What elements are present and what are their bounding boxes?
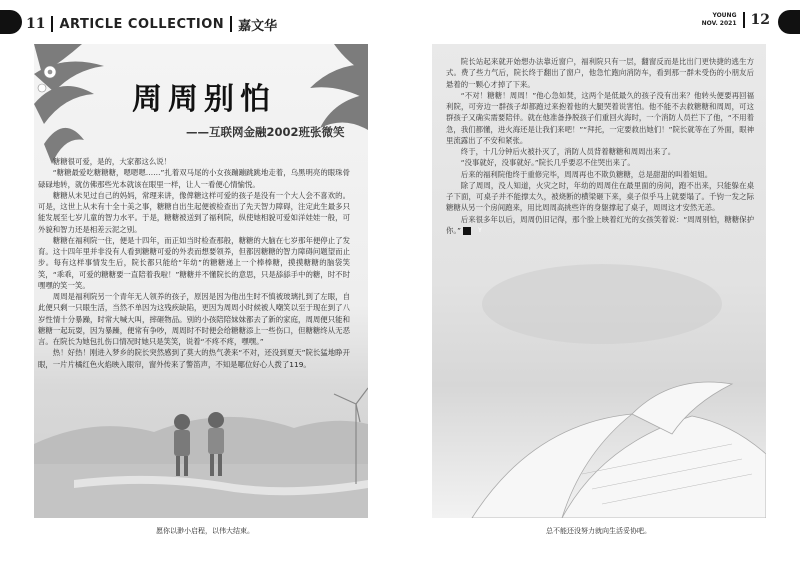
end-mark-icon: Y <box>463 227 471 235</box>
article-title: 周周别怕 <box>132 82 276 117</box>
paragraph: 糖糖从未见过自己的妈妈，常理来讲，像俾糖这样可爱的孩子是没有一个大人会不喜欢的。可是，这世上从未有十全十美之事，糖糖自出生起便被检查出了先天智力障碍，注定此生最多只能发展至七岁儿童的智力水平。于是，糖糖被送到了福利院，纵使她相貌可爱如洋娃娃一般，可外貌和智力还是相差云泥之别。 <box>38 190 350 234</box>
paragraph: 后来的福利院他终于重修完毕，周周再也不欺负糖糖，总是甜甜的叫着姐姐。 <box>460 169 713 179</box>
paragraph: 周周是福利院另一个青年无人领养的孩子，原因是因为他出生时不慎被玻璃扎到了左眼，自此便只剩一只眼生活，当然不单因为这残疾缺陷，更因为周周小时候被人嘲笑以至于现在到了八岁性情十分暴躁，时常大喊大叫，摔砸物品。别的小孩陪陪妹妹都去了新的家庭，周周便只能和糖糖一起玩耍，因为暴躁，便常有争吵，周周时不时便会给糖糖添上一些伤口，但糖糖终从无恶言。在院长为她包扎伤口情况时她只是笑笑，说着“不疼不疼，嘿嘿。” <box>38 292 350 346</box>
left-page-header <box>26 12 277 36</box>
paragraph: 终于，十几分钟后火被扑灭了，消防人员背着糖糖和周周出来了。 <box>460 147 676 156</box>
paragraph: “糖糖最爱吃糖糖糖，嗯嗯嗯……”扎着双马尾的小女孩蹦蹦跳跳地走着，乌黑明亮的眼珠骨碌碌地转，就仿佛那些光本就该在眼里一样，让人一看便心情愉悦。 <box>38 168 350 189</box>
left-page-tab <box>0 10 22 34</box>
header-divider <box>51 16 53 32</box>
hill <box>34 417 368 464</box>
article-body-left <box>38 156 350 370</box>
issue-date: NOV. 2021 <box>701 20 737 27</box>
header-divider <box>743 12 745 28</box>
paragraph: 热！好热！刚进入梦乡的院长突然感到了莫大的热气袭来“不对，还没到夏天”院长猛地睁开眼，一片片橘红色火焰映入眼帘，窗外传来了警笛声，不知是哪位好心人拨了119。 <box>38 348 350 369</box>
right-page <box>432 44 766 518</box>
paragraph: 除了周周，没人知道，火灾之时，年幼的周周住在最里面的房间，跑不出来，只能躲在桌子下面，可桌子并不能撑太久，被烧断的横梁砸下来，桌子似乎马上就要塌了。千钧一发之际糖糖从另一个房间跑来，用比周周高挑些许的身躯撑起了桌子，周周这才安然无恙。 <box>446 180 754 213</box>
left-footer-caption: 愿你以渺小启程，以伟大结束。 <box>156 527 254 535</box>
magazine-name: YOUNG <box>712 12 737 19</box>
paragraph: “不对！糖糖！周周！”他心急如焚，这两个是低最久的孩子没有出来？他转头便要再回福利院，可旁边一群孩子却都跑过来抱着他的大腿哭着说害怕。他不能不去救糖糖和周周，可这群孩子又确实需要陪伴。就在他准备挣脱孩子们重回火海时，一个消防人员拦下了他，“不用着急，我们都懂，进火海还是让我们来吧！”“拜托，一定要救出她们！”院长就等在了外面，眼神里流露出了不安和紧张。 <box>446 90 754 145</box>
paragraph: 院长站起来就开始想办法靠近窗户，福利院只有一层，翻窗反而是比出门更快捷的逃生方式。费了些力气后，院长终于翻出了窗户，他急忙跑向消防车，看到那一群未受伤的小朋友后悬着的一颗心才掉了下来。 <box>446 57 754 89</box>
column-name: ARTICLE COLLECTION <box>59 16 225 32</box>
open-book-icon <box>472 382 766 518</box>
paragraph <box>446 214 754 237</box>
right-page-tab <box>778 10 800 34</box>
header-divider <box>230 16 232 32</box>
paragraph-text: 后来很多年以后，周周仍旧记得，那个脸上映着红光的女孩笑着说：“周周别怕，糖糖保护你。” <box>446 214 754 235</box>
right-page-header <box>702 12 770 28</box>
paragraph: 糖糖在福利院一住，便是十四年，而正如当时检查那般，糖糖的大脑在七岁那年便停止了发育。这十四年里并非没有人看到糖糖可爱的外表而想要领养，但都因糖糖的智力障碍问题望而止步。每有这样事情发生后，院长都只能给“年幼”的糖糖递上一个棒棒糖，摸摸糖糖的脑袋笑笑，“乖乖，可爱的糖糖要一直陪着我啦！”糖糖并不懂院长的意思，只是舔舔手中的糖，时不时嘿嘿的笑一笑。 <box>38 235 350 290</box>
left-page <box>34 44 368 518</box>
right-page-number: 12 <box>750 12 770 28</box>
paragraph: 糖糖很可爱，是的，大家都这么说！ <box>52 157 172 166</box>
article-body-right <box>446 56 754 236</box>
palm-leaf-icon <box>310 44 368 130</box>
header-author: 嘉文华 <box>238 18 278 34</box>
paragraph: “没事就好，没事就好。”院长几乎要忍不住哭出来了。 <box>460 158 635 168</box>
right-footer-caption: 总不能还没努力就向生活妥协吧。 <box>546 527 651 535</box>
article-byline <box>186 124 345 140</box>
palm-leaf-icon <box>34 44 104 164</box>
byline-text: ——互联网金融2002班张微笑 <box>186 125 345 139</box>
magazine-info <box>702 12 737 28</box>
left-page-number: 11 <box>26 16 46 32</box>
